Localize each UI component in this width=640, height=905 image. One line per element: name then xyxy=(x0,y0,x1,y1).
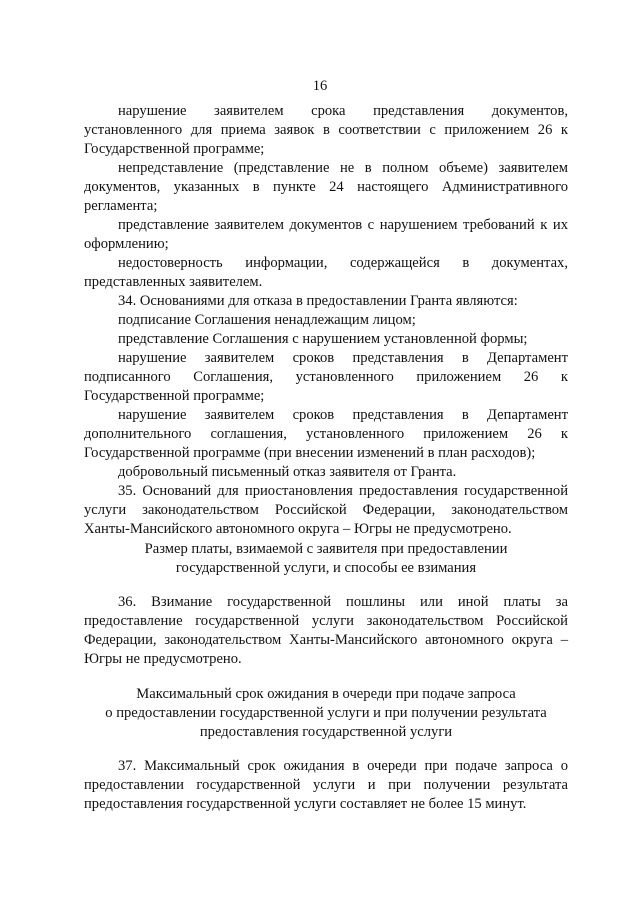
paragraph: 35. Оснований для приостановления предоставления государственной услуги законодательством Российской Федерации, законодательством Ханты-Мансийского автономного округа – Югры не предусмотрено. xyxy=(84,483,568,537)
paragraph: 34. Основаниями для отказа в предоставлении Гранта являются: xyxy=(118,293,518,309)
paragraph: добровольный письменный отказ заявителя от Гранта. xyxy=(118,464,457,480)
section-queue-time xyxy=(84,757,568,814)
paragraph: 37. Максимальный срок ожидания в очереди при подаче запроса о предоставлении государственной услуги и при получении результата предоставления государственной услуги составляет не более 15 минут. xyxy=(84,758,568,812)
paragraph: представление Соглашения с нарушением установленной формы; xyxy=(118,331,528,347)
paragraph: непредставление (представление не в полном объеме) заявителем документов, указанных в пункте 24 настоящего Административного регламента; xyxy=(84,160,568,214)
page-number: 16 xyxy=(312,78,328,94)
heading-line: предоставления государственной услуги xyxy=(199,724,453,740)
heading-line: Максимальный срок ожидания в очереди при подаче запроса xyxy=(136,686,516,702)
heading-line: Размер платы, взимаемой с заявителя при предоставлении xyxy=(144,541,508,557)
section-heading-fees xyxy=(84,540,568,578)
heading-line: о предоставлении государственной услуги и при получении результата xyxy=(105,705,547,721)
paragraph: нарушение заявителем сроков представления в Департамент дополнительного соглашения, установленного приложением 26 к Государственной программе (при внесении изменений в план расходов); xyxy=(84,407,568,461)
paragraph: нарушение заявителем срока представления документов, установленного для приема заявок в соответствии с приложением 26 к Государственной программе; xyxy=(84,103,568,157)
paragraph: представление заявителем документов с нарушением требований к их оформлению; xyxy=(84,217,568,252)
paragraph: подписание Соглашения ненадлежащим лицом; xyxy=(118,312,416,328)
section-grounds-refusal xyxy=(84,102,568,539)
heading-line: государственной услуги, и способы ее взимания xyxy=(175,560,477,576)
paragraph: 36. Взимание государственной пошлины или иной платы за предоставление государственной услуги законодательством Российской Федерации, законодательством Ханты-Мансийского автономного округа – Югры не предусмотрено. xyxy=(84,594,568,667)
paragraph: нарушение заявителем сроков представления в Департамент подписанного Соглашения, установленного приложением 26 к Государственной программе; xyxy=(84,350,568,404)
section-fees xyxy=(84,593,568,669)
paragraph: недостоверность информации, содержащейся в документах, представленных заявителем. xyxy=(84,255,568,290)
section-heading-queue-time xyxy=(84,685,568,742)
